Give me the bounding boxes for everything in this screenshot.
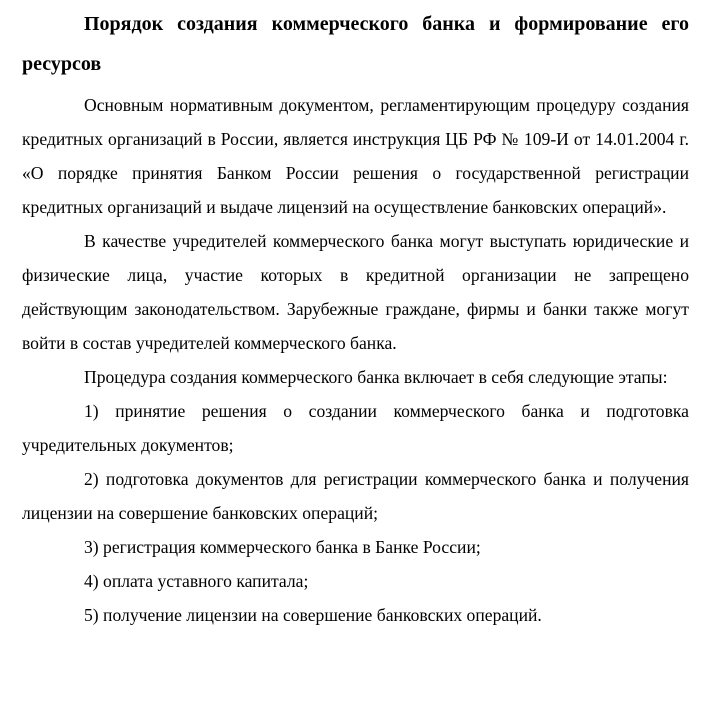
- paragraph-procedure-intro: Процедура создания коммерческого банка включает в себя следующие этапы:: [84, 367, 668, 387]
- document-title: Порядок создания коммерческого банка и формирование его ресурсов: [22, 13, 689, 75]
- paragraph-normative-document: Основным нормативным документом, регламентирующим процедуру создания кредитных организаций в России, является инструкция ЦБ РФ № 109-И от 14.01.2004 г. «О порядке принятия Банком России решения о государственной регистрации кредитных организаций и выдаче лицензий на осуществление банковских операций».: [22, 95, 689, 217]
- list-item: 1) принятие решения о создании коммерческого банка и подготовка учредительных документов;: [22, 401, 689, 455]
- list-item: 4) оплата уставного капитала;: [84, 571, 309, 591]
- paragraph-founders: В качестве учредителей коммерческого банка могут выступать юридические и физические лица, участие которых в кредитной организации не запрещено действующим законодательством. Зарубежные граждане, фирмы и банки также могут войти в состав учредителей коммерческого банка.: [22, 231, 689, 353]
- list-item: 5) получение лицензии на совершение банковских операций.: [84, 605, 542, 625]
- steps-list: [22, 394, 689, 632]
- list-item: 3) регистрация коммерческого банка в Банке России;: [84, 537, 481, 557]
- list-item: 2) подготовка документов для регистрации коммерческого банка и получения лицензии на совершение банковских операций;: [22, 469, 689, 523]
